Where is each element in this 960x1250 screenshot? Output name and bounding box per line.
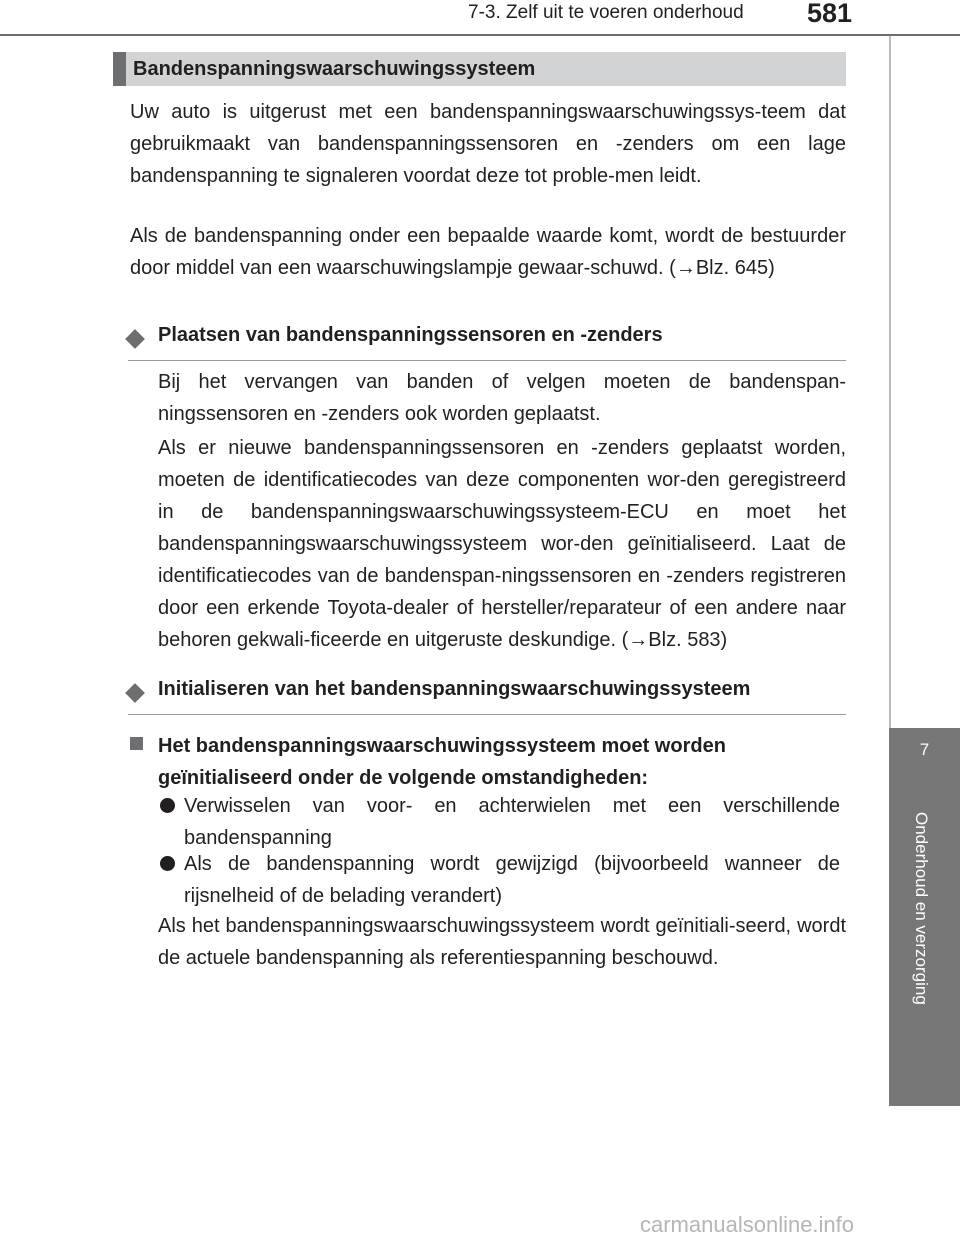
chapter-title: Onderhoud en verzorging — [912, 812, 931, 1005]
initialise-closing-paragraph: Als het bandenspanningswaarschuwingssysteem wordt geïnitiali-seerd, wordt de actuele bandenspanning als referentiespanning beschouwd. — [158, 915, 846, 969]
diamond-bullet-icon — [125, 683, 145, 703]
bullet-dot-icon — [160, 856, 175, 871]
side-tab-guide-line — [889, 36, 891, 728]
header-section-title: 7-3. Zelf uit te voeren onderhoud — [468, 2, 744, 23]
section-title: Bandenspanningswaarschuwingssysteem — [133, 58, 536, 80]
chapter-number: 7 — [919, 740, 930, 759]
sensors-paragraph-1: Bij het vervangen van banden of velgen moeten de bandenspan-ningssensoren en -zenders ook worden geplaatst. — [158, 371, 846, 425]
section-bar-accent — [113, 52, 126, 86]
subsection-heading-initialise — [128, 678, 846, 715]
list-item-text: Als de bandenspanning wordt gewijzigd (bijvoorbeeld wanneer de rijsnelheid of de belading verandert) — [184, 853, 840, 907]
bullet-dot-icon — [160, 798, 175, 813]
sensors-paragraph-2: Als er nieuwe bandenspanningssensoren en -zenders geplaatst worden, moeten de identificatiecodes van deze componenten wor-den geregistreerd in de bandenspanningswaarschuwingssysteem-ECU en moet het bandenspanningswaarschuwingssysteem wor-den geïnitialiseerd. Laat de identificatiecodes van de bandenspan-ningssensoren en -zenders registreren door een erkende Toyota-dealer of hersteller/reparateur of een andere naar behoren gekwali-ficeerde en uitgeruste deskundige. (→Blz. 583) — [158, 437, 846, 651]
subsection-title: Initialiseren van het bandenspanningswaarschuwingssysteem — [158, 678, 751, 700]
page-number: 581 — [807, 0, 853, 28]
condition-heading-text: Het bandenspanningswaarschuwingssysteem moet worden geïnitialiseerd onder de volgende omstandigheden: — [158, 735, 726, 789]
list-item-text: Verwisselen van voor- en achterwielen met een verschillende bandenspanning — [184, 795, 840, 849]
section-title-bar — [113, 52, 846, 86]
diamond-bullet-icon — [125, 329, 145, 349]
subsection-heading-sensors — [128, 324, 846, 361]
watermark: carmanualsonline.info — [640, 1212, 855, 1237]
intro-paragraph-2: Als de bandenspanning onder een bepaalde waarde komt, wordt de bestuurder door middel van een waarschuwingslampje gewaar-schuwd. (→Blz. 645) — [130, 225, 846, 279]
header-divider — [0, 34, 960, 36]
square-bullet-icon — [130, 737, 143, 750]
intro-paragraph-1: Uw auto is uitgerust met een bandenspanningswaarschuwingssys-teem dat gebruikmaakt van bandenspanningssensoren en -zenders om een lage bandenspanning te signaleren voordat deze tot proble-men leidt. — [130, 101, 846, 187]
chapter-side-tab — [889, 728, 960, 1106]
subsection-title: Plaatsen van bandenspanningssensoren en -zenders — [158, 324, 663, 346]
